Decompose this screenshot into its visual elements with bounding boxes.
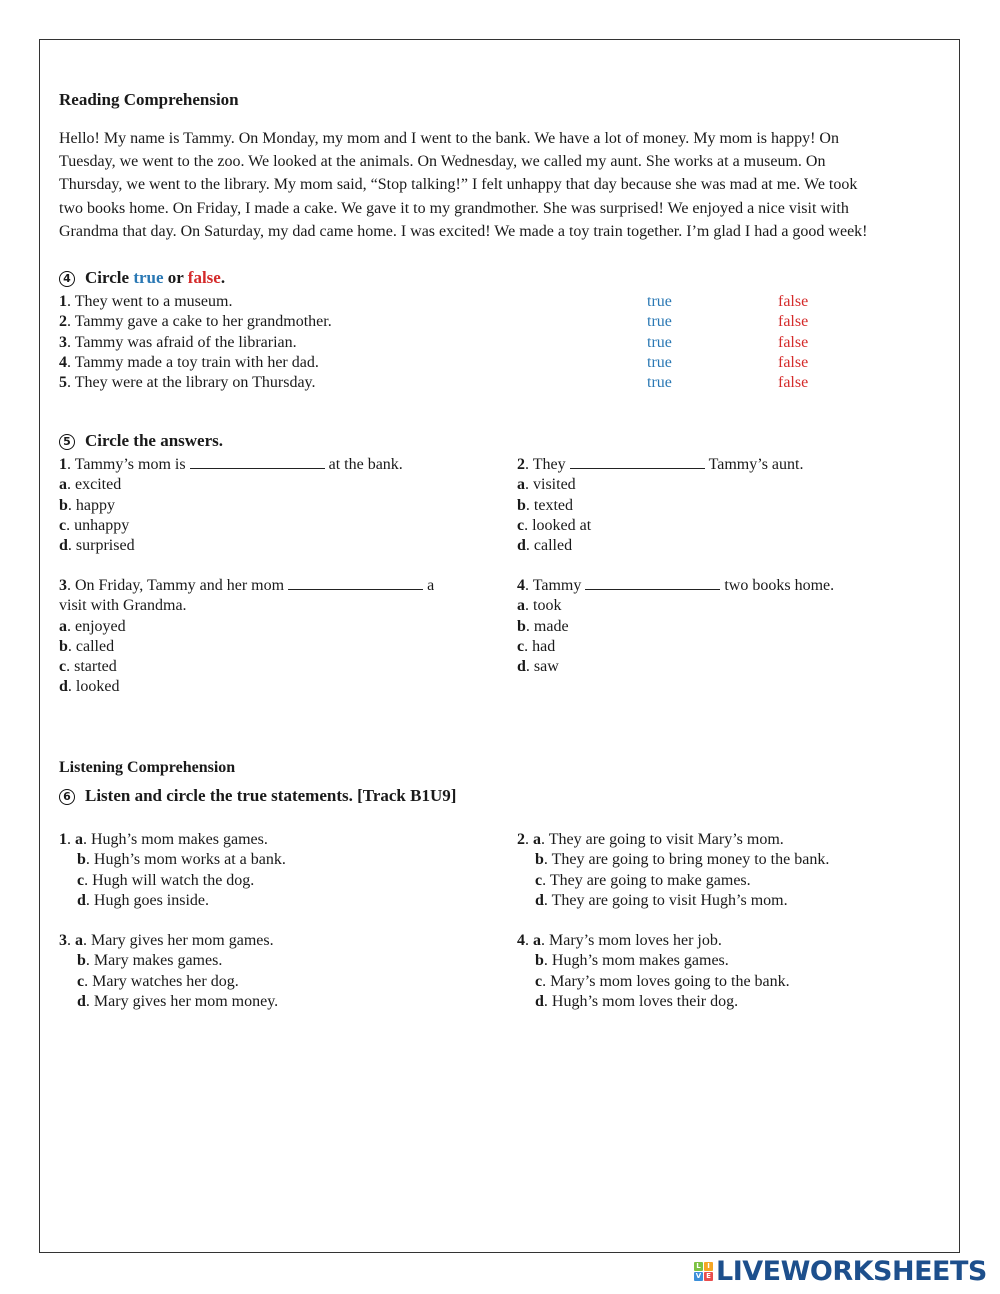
option-letter: b xyxy=(535,952,544,970)
option-letter: d xyxy=(535,891,544,909)
question xyxy=(59,455,403,556)
question-number: 3 xyxy=(59,577,67,594)
heading-text: Circle xyxy=(85,268,134,287)
question xyxy=(59,576,434,698)
true-option[interactable]: true xyxy=(647,333,672,351)
exercise4-heading xyxy=(59,268,225,288)
answer-option[interactable] xyxy=(517,516,803,536)
answer-option[interactable] xyxy=(517,637,834,657)
option-letter: a xyxy=(59,476,67,494)
question-number: 1 xyxy=(59,831,67,848)
option-text: . Mary gives her mom money. xyxy=(85,992,279,1010)
question-number: 1 xyxy=(59,456,67,473)
statement-text: . Tammy made a toy train with her dad. xyxy=(67,353,319,371)
option-text: . Hugh’s mom loves their dog. xyxy=(543,992,739,1010)
option-text: . happy xyxy=(67,496,116,514)
answer-option[interactable] xyxy=(59,637,434,657)
passage-line: Hello! My name is Tammy. On Monday, my mom and I went to the bank. We have a lot of money. My mom is happy! On xyxy=(59,130,839,147)
option-letter: d xyxy=(59,678,68,696)
question-text: . Tammy xyxy=(525,577,582,594)
true-word: true xyxy=(133,268,164,287)
option-letter: c xyxy=(535,972,543,990)
listening-question xyxy=(517,830,829,911)
statement-option[interactable]: 2. a. They are going to visit Mary’s mom. xyxy=(517,831,784,848)
false-word: false xyxy=(187,268,221,287)
option-letter: b xyxy=(59,496,68,514)
answer-option[interactable] xyxy=(59,657,434,677)
statement-option[interactable] xyxy=(517,972,790,992)
option-text: . took xyxy=(525,597,562,615)
listening-question xyxy=(517,931,790,1012)
answer-option[interactable] xyxy=(59,475,403,495)
option-text: . saw xyxy=(525,658,559,676)
listening-question xyxy=(59,830,286,911)
option-letter: c xyxy=(77,871,85,889)
statement-option[interactable] xyxy=(517,891,829,911)
logo-letter: L xyxy=(694,1262,703,1271)
option-letter: a xyxy=(59,617,67,635)
option-text: . Mary’s mom loves her job. xyxy=(541,932,722,949)
option-text: . surprised xyxy=(67,537,135,555)
option-text: . made xyxy=(525,617,569,635)
question-text: Tammy’s aunt. xyxy=(708,456,804,473)
option-text: . excited xyxy=(67,476,122,494)
answer-blank xyxy=(190,455,325,469)
question-number: 4 xyxy=(517,577,525,594)
logo-letter: I xyxy=(704,1262,713,1271)
question-continuation: visit with Grandma. xyxy=(59,597,187,615)
question-text: . They xyxy=(525,456,566,473)
statement-option[interactable] xyxy=(517,850,829,870)
question-number: 3 xyxy=(59,932,67,949)
answer-blank xyxy=(570,455,705,469)
statement-option[interactable] xyxy=(59,871,286,891)
question-stem xyxy=(517,576,834,596)
option-letter: b xyxy=(59,637,68,655)
option-text: . Hugh’s mom makes games. xyxy=(543,952,729,970)
statement-option[interactable] xyxy=(59,972,278,992)
question-number: 2 xyxy=(517,831,525,848)
question-text: two books home. xyxy=(724,577,835,594)
question-text: . On Friday, Tammy and her mom xyxy=(67,577,285,594)
option-letter: b xyxy=(77,952,86,970)
item-number: 2 xyxy=(59,313,67,331)
option-letter: d xyxy=(517,537,526,555)
question-text: a xyxy=(427,577,435,594)
answer-option[interactable] xyxy=(517,536,803,556)
question-text: at the bank. xyxy=(328,456,403,473)
statement-option[interactable] xyxy=(517,951,790,971)
exercise-number-badge: 6 xyxy=(59,789,75,805)
option-letter: a xyxy=(75,932,83,949)
option-letter: a xyxy=(517,476,525,494)
item-number: 5 xyxy=(59,374,67,392)
option-letter: b xyxy=(77,851,86,869)
option-letter: b xyxy=(517,617,526,635)
listening-title: Listening Comprehension xyxy=(59,759,236,776)
statement-option[interactable]: 4. a. Mary’s mom loves her job. xyxy=(517,932,722,949)
option-text: . enjoyed xyxy=(67,617,126,635)
option-text: . had xyxy=(524,637,556,655)
true-option[interactable]: true xyxy=(647,374,672,392)
option-letter: b xyxy=(517,496,526,514)
option-letter: c xyxy=(59,516,67,534)
option-text: . Hugh goes inside. xyxy=(85,891,210,909)
question-stem xyxy=(59,455,403,475)
option-text: . They are going to visit Mary’s mom. xyxy=(541,831,784,848)
option-text: . Hugh will watch the dog. xyxy=(84,871,255,889)
statement-option[interactable] xyxy=(59,992,278,1012)
option-letter: c xyxy=(77,972,85,990)
statement-option[interactable] xyxy=(59,891,286,911)
answer-blank xyxy=(585,576,720,590)
heading-text: Listen and circle the true statements. [Track B1U9] xyxy=(85,786,457,805)
tf-statement xyxy=(59,333,297,353)
option-text: . visited xyxy=(525,476,576,494)
item-number: 3 xyxy=(59,333,67,351)
option-text: . called xyxy=(67,637,115,655)
tf-statement xyxy=(59,312,332,332)
true-option[interactable]: true xyxy=(647,353,672,371)
answer-option[interactable] xyxy=(517,657,834,677)
logo-text: LIVEWORKSHEETS xyxy=(716,1255,987,1287)
option-letter: c xyxy=(517,637,525,655)
heading-text: Circle the answers. xyxy=(85,431,224,450)
reading-passage xyxy=(59,127,944,243)
option-letter: c xyxy=(535,871,543,889)
false-option[interactable]: false xyxy=(778,353,809,371)
question-number: 2 xyxy=(517,456,525,473)
exercise-number-badge: 4 xyxy=(59,271,75,287)
option-letter: d xyxy=(535,992,544,1010)
option-text: . Mary watches her dog. xyxy=(84,972,239,990)
answer-option[interactable] xyxy=(59,516,403,536)
option-text: . Hugh’s mom makes games. xyxy=(83,831,268,848)
option-letter: d xyxy=(77,992,86,1010)
option-text: . Mary’s mom loves going to the bank. xyxy=(542,972,790,990)
false-option[interactable]: false xyxy=(778,293,809,310)
answer-option[interactable] xyxy=(517,596,834,616)
exercise-number-badge: 5 xyxy=(59,434,75,450)
false-option[interactable]: false xyxy=(778,374,809,392)
reading-title: Reading Comprehension xyxy=(59,90,239,109)
answer-option[interactable] xyxy=(59,677,434,697)
option-text: . started xyxy=(66,658,117,676)
option-text: . unhappy xyxy=(66,516,130,534)
option-text: . They are going to make games. xyxy=(542,871,751,889)
question-stem xyxy=(517,455,803,475)
answer-option[interactable] xyxy=(517,475,803,495)
option-text: . looked xyxy=(67,678,120,696)
statement-option[interactable] xyxy=(59,951,278,971)
passage-line: two books home. On Friday, I made a cake. We gave it to my grandmother. She was surprised! We enjoyed a nice visit with xyxy=(59,199,849,217)
item-number: 1 xyxy=(59,293,67,310)
statement-text: . Tammy gave a cake to her grandmother. xyxy=(67,313,332,331)
tf-statement xyxy=(59,373,316,393)
statement-option[interactable] xyxy=(59,850,286,870)
option-letter: d xyxy=(59,537,68,555)
question xyxy=(517,576,834,677)
passage-line: Thursday, we went to the library. My mom said, “Stop talking!” I felt unhappy that day because she was mad at me. We took xyxy=(59,176,858,194)
logo-letter: V xyxy=(695,1271,702,1280)
option-letter: a xyxy=(533,932,541,949)
option-text: . Hugh’s mom works at a bank. xyxy=(85,851,286,869)
listening-question xyxy=(59,931,278,1012)
question-stem xyxy=(59,576,434,596)
option-text: . looked at xyxy=(524,516,592,534)
option-letter: d xyxy=(77,891,86,909)
tf-statement xyxy=(59,292,232,312)
exercise5-heading xyxy=(59,431,223,451)
true-option[interactable]: true xyxy=(647,293,672,310)
option-text: . They are going to bring money to the bank. xyxy=(543,851,830,869)
tf-statement xyxy=(59,353,319,373)
false-option[interactable]: false xyxy=(778,333,809,351)
passage-line: Tuesday, we went to the zoo. We looked at the animals. On Wednesday, we called my aunt. She works at a museum. On xyxy=(59,153,826,171)
option-letter: c xyxy=(59,658,67,676)
option-text: . Mary makes games. xyxy=(85,952,223,970)
true-option[interactable]: true xyxy=(647,313,672,331)
option-letter: c xyxy=(517,516,525,534)
statement-option[interactable] xyxy=(517,871,829,891)
answer-blank xyxy=(288,576,423,590)
logo-letter: E xyxy=(704,1272,713,1281)
answer-option[interactable] xyxy=(59,536,403,556)
option-letter: b xyxy=(535,851,544,869)
option-text: . Mary gives her mom games. xyxy=(83,932,274,949)
logo-icon xyxy=(694,1262,713,1281)
option-letter: a xyxy=(517,597,525,615)
question-text: . Tammy’s mom is xyxy=(67,456,186,473)
answer-option[interactable] xyxy=(59,496,403,516)
option-letter: a xyxy=(75,831,83,848)
liveworksheets-logo[interactable] xyxy=(694,1256,987,1286)
answer-option[interactable] xyxy=(517,617,834,637)
question-number: 4 xyxy=(517,932,525,949)
question xyxy=(517,455,803,556)
passage-line: Grandma that day. On Saturday, my dad came home. I was excited! We made a toy train together. I’m glad I had a good week! xyxy=(59,222,868,240)
statement-option[interactable]: 1. a. Hugh’s mom makes games. xyxy=(59,831,268,848)
option-text: . They are going to visit Hugh’s mom. xyxy=(543,891,788,909)
false-option[interactable]: false xyxy=(778,313,809,331)
statement-option[interactable]: 3. a. Mary gives her mom games. xyxy=(59,932,274,949)
exercise6-heading xyxy=(59,786,456,806)
option-text: . texted xyxy=(525,496,573,514)
option-letter: a xyxy=(533,831,541,848)
item-number: 4 xyxy=(59,353,67,371)
statement-option[interactable] xyxy=(517,992,790,1012)
option-text: . called xyxy=(525,537,573,555)
answer-option[interactable] xyxy=(517,496,803,516)
statement-text: . They went to a museum. xyxy=(67,293,233,310)
heading-text: . xyxy=(220,268,226,287)
answer-option[interactable] xyxy=(59,617,434,637)
statement-text: . They were at the library on Thursday. xyxy=(67,374,316,392)
statement-text: . Tammy was afraid of the librarian. xyxy=(67,333,297,351)
heading-text: or xyxy=(163,268,188,287)
option-letter: d xyxy=(517,658,526,676)
